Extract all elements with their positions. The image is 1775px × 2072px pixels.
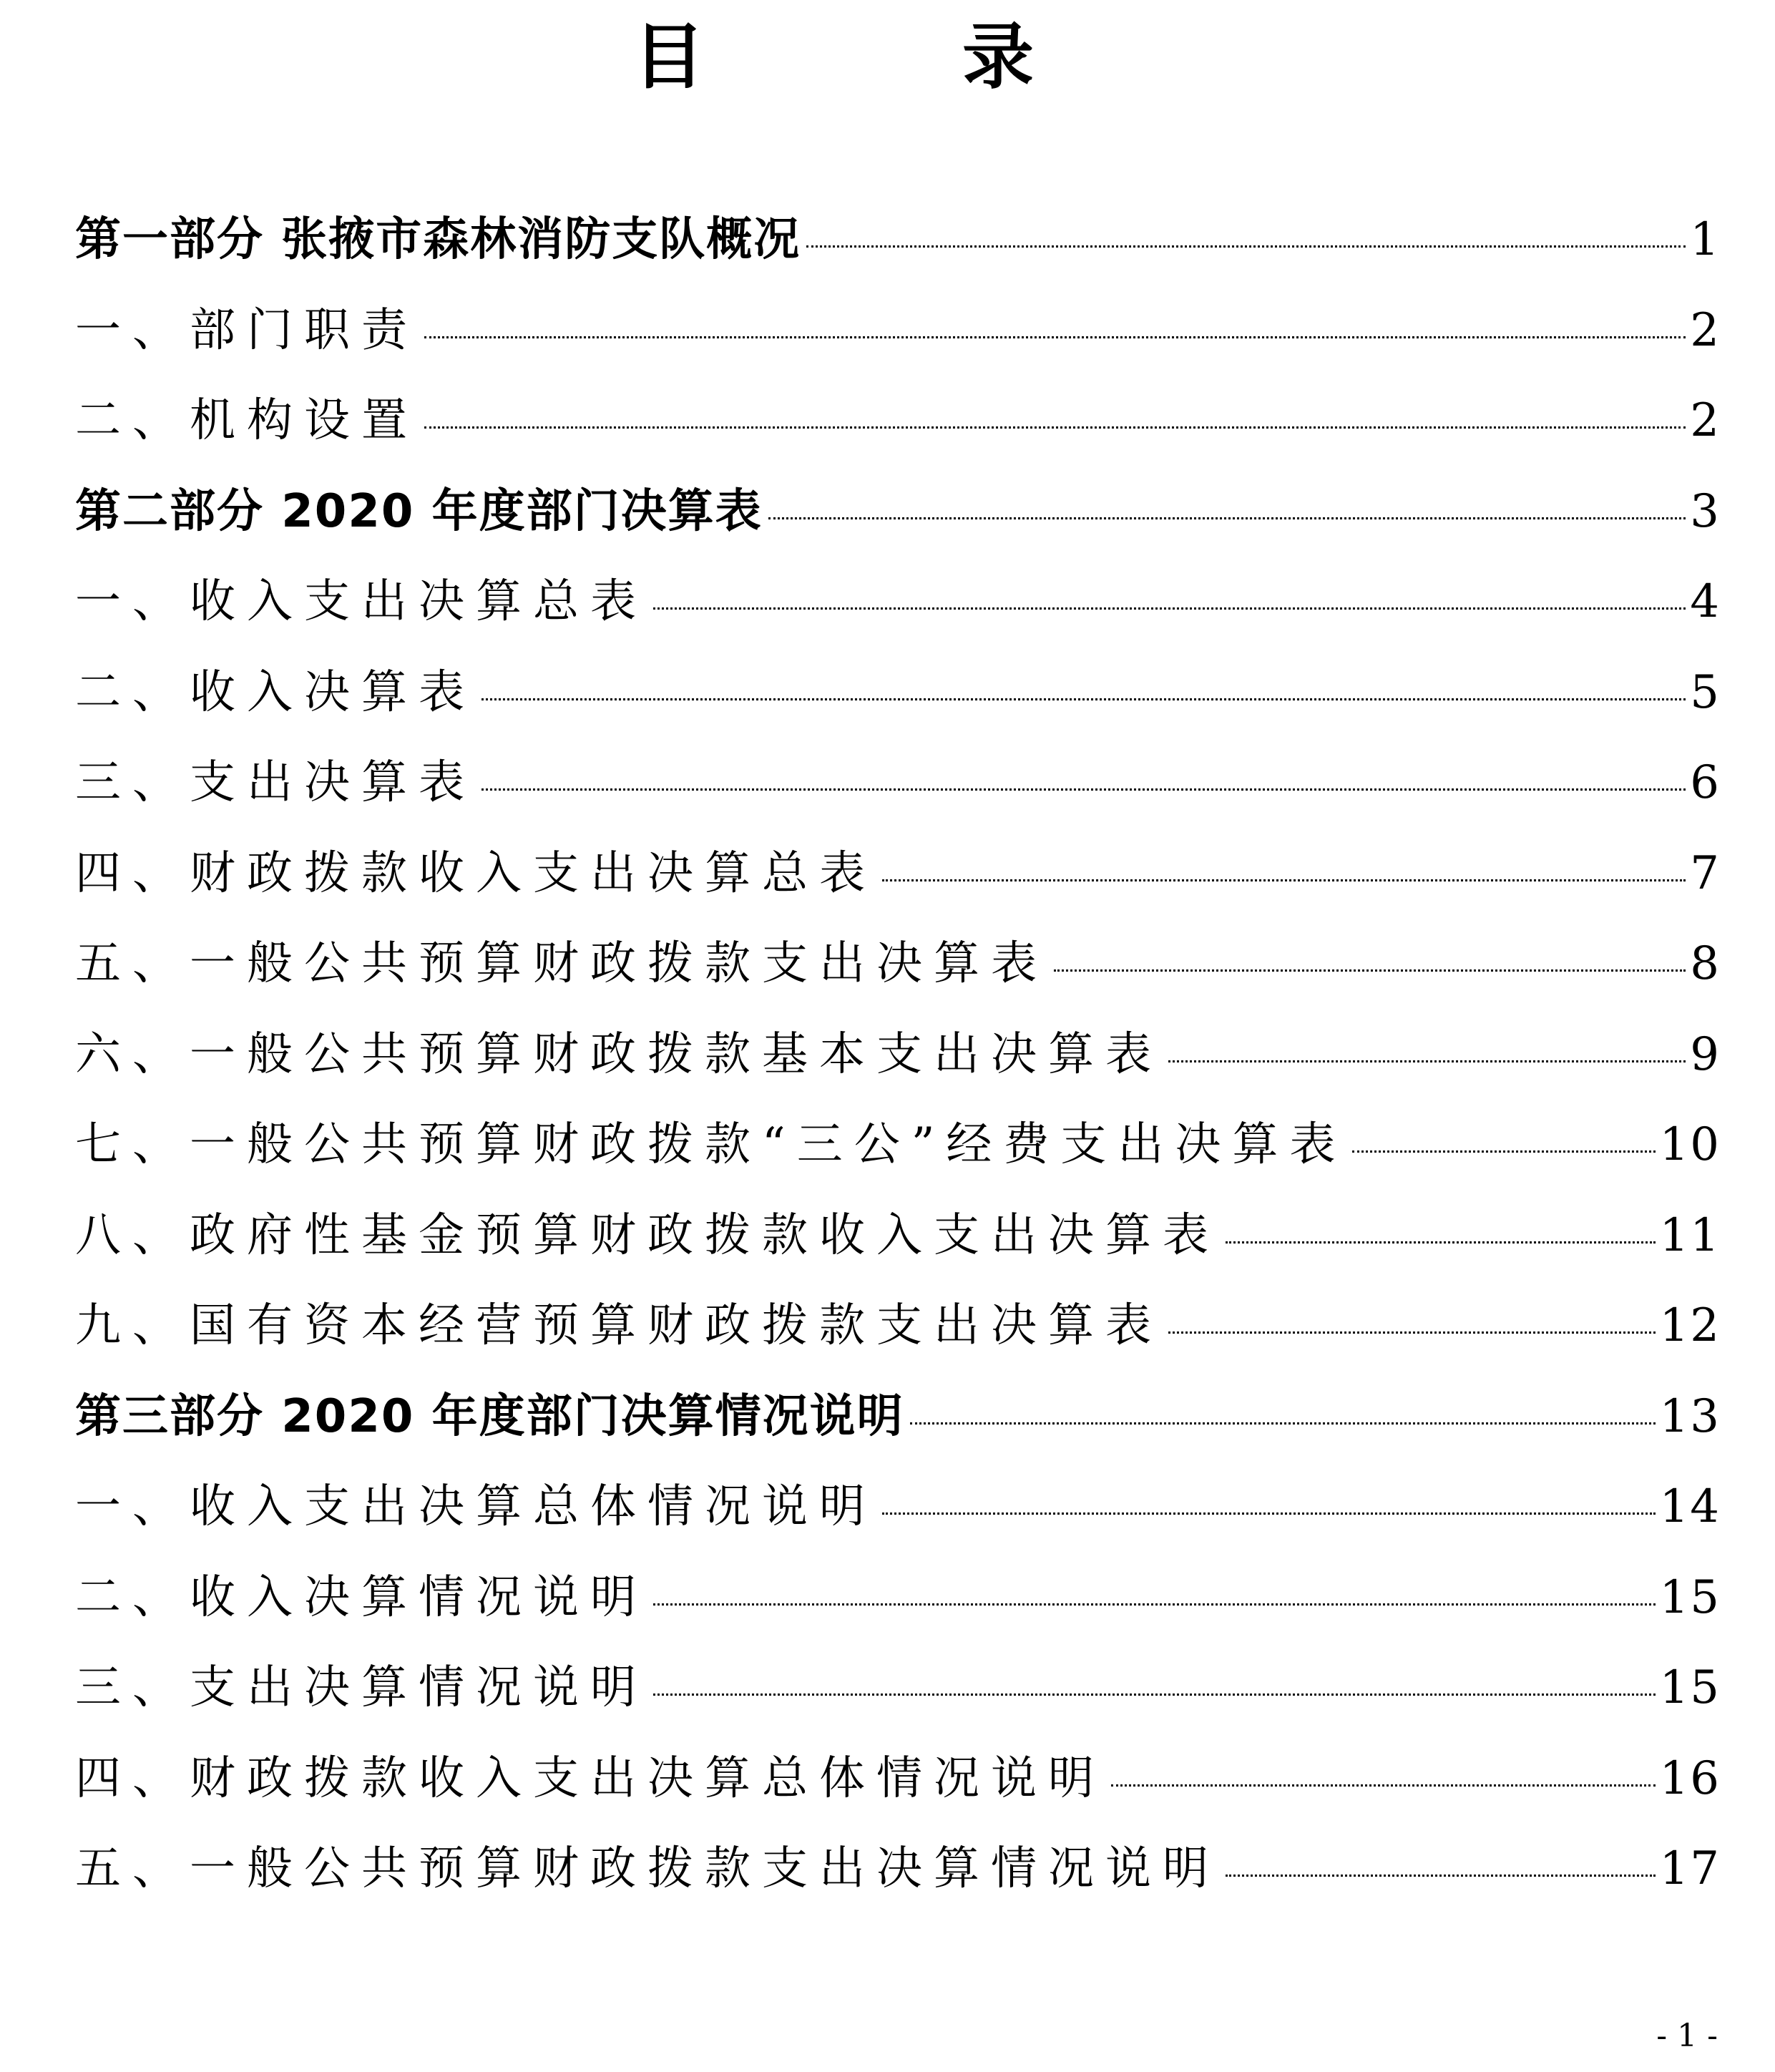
toc-entry-label: 二、收入决算表: [75, 665, 476, 719]
toc-leader-dots: [1168, 1060, 1686, 1062]
toc-entry-label: 四、财政拨款收入支出决算总表: [75, 846, 876, 900]
toc-entry-label: 六、一般公共预算财政拨款基本支出决算表: [75, 1027, 1163, 1081]
toc-leader-dots: [1054, 969, 1686, 972]
toc-entry-page: 11: [1659, 1208, 1721, 1262]
toc-leader-dots: [806, 245, 1686, 248]
toc-entry-page: 4: [1690, 575, 1721, 628]
toc-entry-label: 五、一般公共预算财政拨款支出决算表: [75, 937, 1048, 990]
toc-entry[interactable]: [75, 738, 1721, 829]
page-title: 目 录: [633, 15, 1127, 99]
toc-leader-dots: [882, 1513, 1656, 1515]
toc-entry-label: 二、收入决算情况说明: [75, 1570, 647, 1624]
toc-entry-page: 14: [1659, 1480, 1721, 1533]
toc-entry-label: 三、支出决算表: [75, 756, 476, 809]
toc-entry-page: 13: [1659, 1389, 1721, 1443]
toc-entry-label: 一、收入支出决算总体情况说明: [75, 1480, 876, 1533]
page-number: - 1 -: [1656, 2018, 1718, 2054]
toc-leader-dots: [481, 698, 1686, 700]
toc-leader-dots: [882, 879, 1686, 881]
toc-entry-page: 1: [1690, 213, 1721, 266]
toc-entry[interactable]: [75, 648, 1721, 738]
toc-entry[interactable]: [75, 1643, 1721, 1734]
toc-leader-dots: [424, 336, 1686, 338]
toc-entry-label: 一、收入支出决算总表: [75, 575, 647, 628]
toc-leader-dots: [1226, 1875, 1656, 1877]
toc-entry-page: 2: [1690, 394, 1721, 447]
toc-entry-page: 15: [1659, 1570, 1721, 1624]
toc-entry-page: 8: [1690, 937, 1721, 990]
toc-leader-dots: [1352, 1150, 1655, 1153]
toc-entry-page: 5: [1690, 665, 1721, 719]
toc-leader-dots: [910, 1422, 1656, 1424]
toc-entry-label: 五、一般公共预算财政拨款支出决算情况说明: [75, 1842, 1220, 1895]
toc-entry-label: 三、支出决算情况说明: [75, 1661, 647, 1714]
toc-leader-dots: [768, 517, 1686, 519]
toc-entry-page: 9: [1690, 1027, 1721, 1081]
toc-entry[interactable]: [75, 1100, 1721, 1191]
toc-entry[interactable]: [75, 376, 1721, 466]
toc-entry-label: 九、国有资本经营预算财政拨款支出决算表: [75, 1299, 1163, 1352]
toc-entry[interactable]: [75, 1281, 1721, 1372]
toc-leader-dots: [653, 1603, 1656, 1606]
toc-entry[interactable]: [75, 1734, 1721, 1824]
toc-leader-dots: [1111, 1784, 1656, 1787]
toc-entry-label: 第二部分 2020 年度部门决算表: [75, 484, 763, 538]
toc-entry-label: 八、政府性基金预算财政拨款收入支出决算表: [75, 1208, 1220, 1262]
toc-entry-label: 第三部分 2020 年度部门决算情况说明: [75, 1389, 904, 1443]
toc-entry-page: 16: [1659, 1751, 1721, 1805]
toc-entry-label: 一、部门职责: [75, 303, 419, 357]
toc-entry-page: 15: [1659, 1661, 1721, 1714]
toc-entry-page: 12: [1659, 1299, 1721, 1352]
toc-entry[interactable]: [75, 195, 1721, 285]
toc-leader-dots: [1226, 1241, 1656, 1243]
toc-entry-label: 第一部分 张掖市森林消防支队概况: [75, 213, 801, 266]
toc-entry-page: 10: [1659, 1118, 1721, 1171]
toc-entry-page: 6: [1690, 756, 1721, 809]
toc-entry-page: 17: [1659, 1842, 1721, 1895]
toc-entry[interactable]: [75, 557, 1721, 648]
toc-entry-label: 四、财政拨款收入支出决算总体情况说明: [75, 1751, 1105, 1805]
toc-entry-page: 3: [1690, 484, 1721, 538]
toc-leader-dots: [424, 426, 1686, 429]
toc-entry-label: 二、机构设置: [75, 394, 419, 447]
toc-entry[interactable]: [75, 919, 1721, 1010]
toc-leader-dots: [481, 788, 1686, 791]
toc-leader-dots: [653, 1694, 1656, 1696]
toc-entry[interactable]: [75, 1010, 1721, 1100]
toc-leader-dots: [1168, 1331, 1656, 1334]
toc-entry[interactable]: [75, 285, 1721, 376]
toc-entry[interactable]: [75, 1462, 1721, 1553]
toc-entry[interactable]: [75, 1824, 1721, 1915]
toc-leader-dots: [653, 607, 1686, 610]
toc-entry-page: 2: [1690, 303, 1721, 357]
toc-entry[interactable]: [75, 829, 1721, 919]
table-of-contents: [75, 195, 1721, 1915]
toc-entry[interactable]: [75, 466, 1721, 557]
toc-entry-page: 7: [1690, 846, 1721, 900]
toc-entry[interactable]: [75, 1372, 1721, 1462]
toc-entry-label: 七、一般公共预算财政拨款“三公”经费支出决算表: [75, 1118, 1347, 1171]
toc-entry[interactable]: [75, 1191, 1721, 1281]
toc-entry[interactable]: [75, 1553, 1721, 1643]
